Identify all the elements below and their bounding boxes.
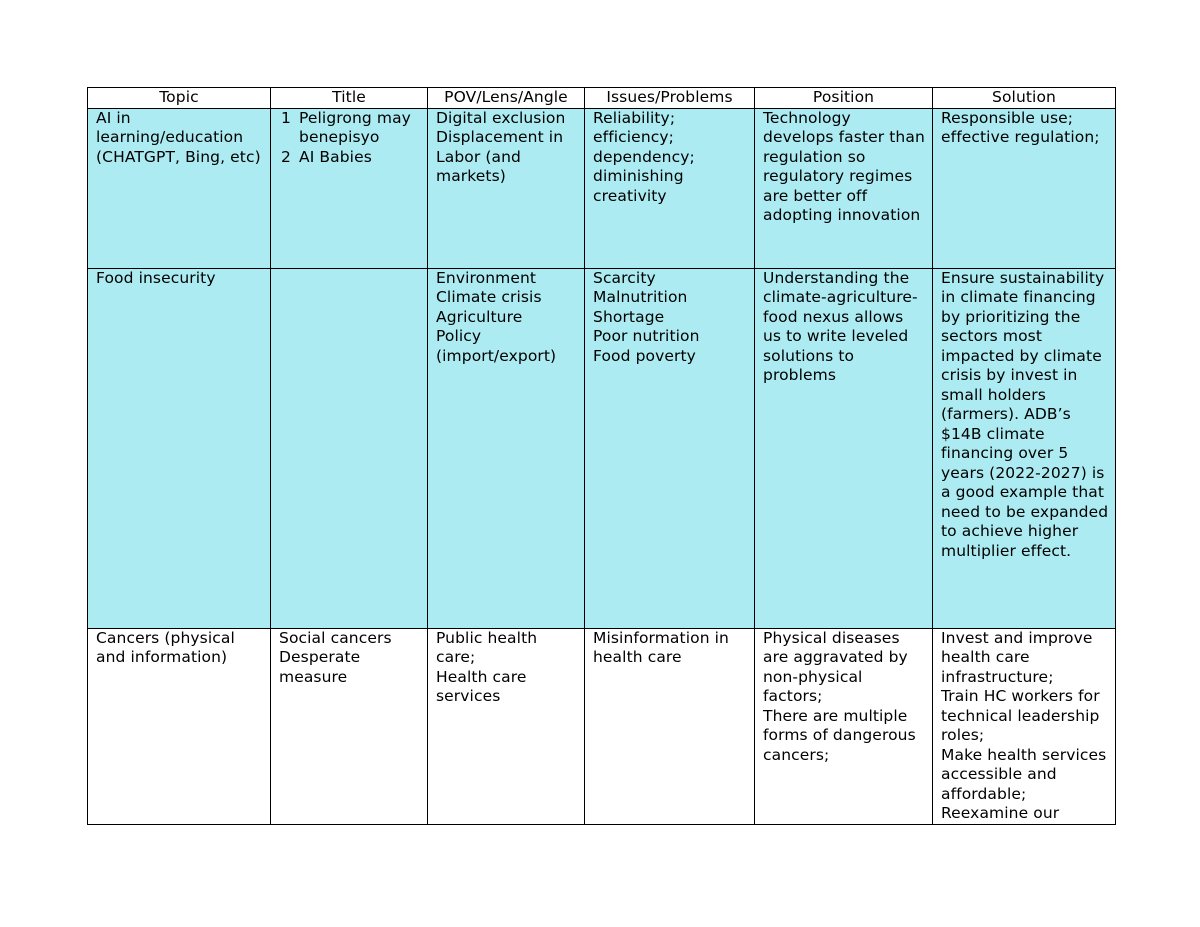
cell-solution: [933, 108, 1116, 268]
header-pov: POV/Lens/Angle: [428, 88, 585, 109]
cell-solution: [933, 628, 1116, 824]
list-number: 2: [281, 147, 291, 166]
cell-text: AI in learning/education (CHATGPT, Bing, etc): [96, 108, 261, 166]
cell-text: Physical diseases are aggravated by non-physical factors;: [763, 628, 908, 705]
cell-text: Responsible use; effective regulation;: [941, 108, 1100, 146]
header-position: Position: [755, 88, 933, 109]
list-item: [279, 148, 421, 168]
cell-issues: [585, 628, 755, 824]
cell-text: Environment: [436, 268, 537, 287]
cell-text: Make health services accessible and affordable;: [941, 745, 1107, 803]
cell-title: [271, 268, 428, 628]
table-row: [88, 108, 1116, 268]
cell-text: Food poverty: [593, 346, 696, 365]
cell-text: Train HC workers for technical leadership roles;: [941, 687, 1100, 744]
cell-solution: [933, 268, 1116, 628]
cell-text: Digital exclusion: [436, 108, 566, 127]
cell-text: Health care services: [436, 667, 527, 705]
cell-text: Displacement in Labor (and markets): [436, 128, 564, 185]
cell-text: Food insecurity: [96, 268, 216, 287]
cell-title: [271, 108, 428, 268]
cell-position: [755, 108, 933, 268]
table-row: [88, 268, 1116, 628]
cell-text: Policy (import/export): [436, 327, 557, 365]
cell-text: Technology develops faster than regulation so regulatory regimes are better off adopting innovation: [763, 108, 925, 224]
cell-pov: [428, 268, 585, 628]
header-solution: Solution: [933, 88, 1116, 109]
header-title: Title: [271, 88, 428, 109]
header-issues: Issues/Problems: [585, 88, 755, 109]
title-list: [279, 109, 421, 168]
cell-topic: [88, 628, 271, 824]
list-item: [279, 109, 421, 148]
cell-text: Desperate measure: [279, 648, 361, 686]
list-text: Peligrong may benepisyo: [299, 108, 411, 146]
cell-issues: [585, 268, 755, 628]
cell-text: Public health care;: [436, 628, 538, 666]
cell-issues: [585, 108, 755, 268]
cell-text: Ensure sustainability in climate financing by prioritizing the sectors most impacted by climate crisis by invest in small holders (farmers). ADB’s $14B climate financing over 5 years (2022-2027) is a good example that need to be expanded to achieve higher multiplier effect.: [941, 268, 1109, 560]
cell-text: Shortage: [593, 307, 665, 326]
cell-text: Agriculture: [436, 307, 523, 326]
cell-text: Poor nutrition: [593, 327, 700, 345]
cell-text: Invest and improve health care infrastructure;: [941, 628, 1093, 686]
cell-text: Reliability; efficiency; dependency; diminishing creativity: [593, 108, 695, 205]
cell-position: [755, 268, 933, 628]
list-number: 1: [281, 108, 291, 127]
topics-table: [87, 87, 1116, 825]
cell-text: Social cancers: [279, 628, 392, 647]
list-text: AI Babies: [299, 147, 372, 166]
cell-text: Scarcity: [593, 268, 656, 287]
cell-topic: [88, 268, 271, 628]
cell-text: Misinformation in health care: [593, 628, 729, 666]
cell-position: [755, 628, 933, 824]
cell-title: [271, 628, 428, 824]
header-row: [88, 88, 1116, 109]
table-row: [88, 628, 1116, 824]
cell-text: Cancers (physical and information): [96, 628, 235, 666]
cell-text: Climate crisis: [436, 288, 542, 306]
cell-text: Understanding the climate-agriculture-food nexus allows us to write leveled solutions to problems: [763, 268, 918, 384]
cell-text: Reexamine our: [941, 804, 1060, 822]
cell-text: Malnutrition: [593, 288, 688, 306]
cell-pov: [428, 108, 585, 268]
cell-pov: [428, 628, 585, 824]
cell-text: There are multiple forms of dangerous cancers;: [763, 706, 916, 764]
header-topic: Topic: [88, 88, 271, 109]
cell-topic: [88, 108, 271, 268]
